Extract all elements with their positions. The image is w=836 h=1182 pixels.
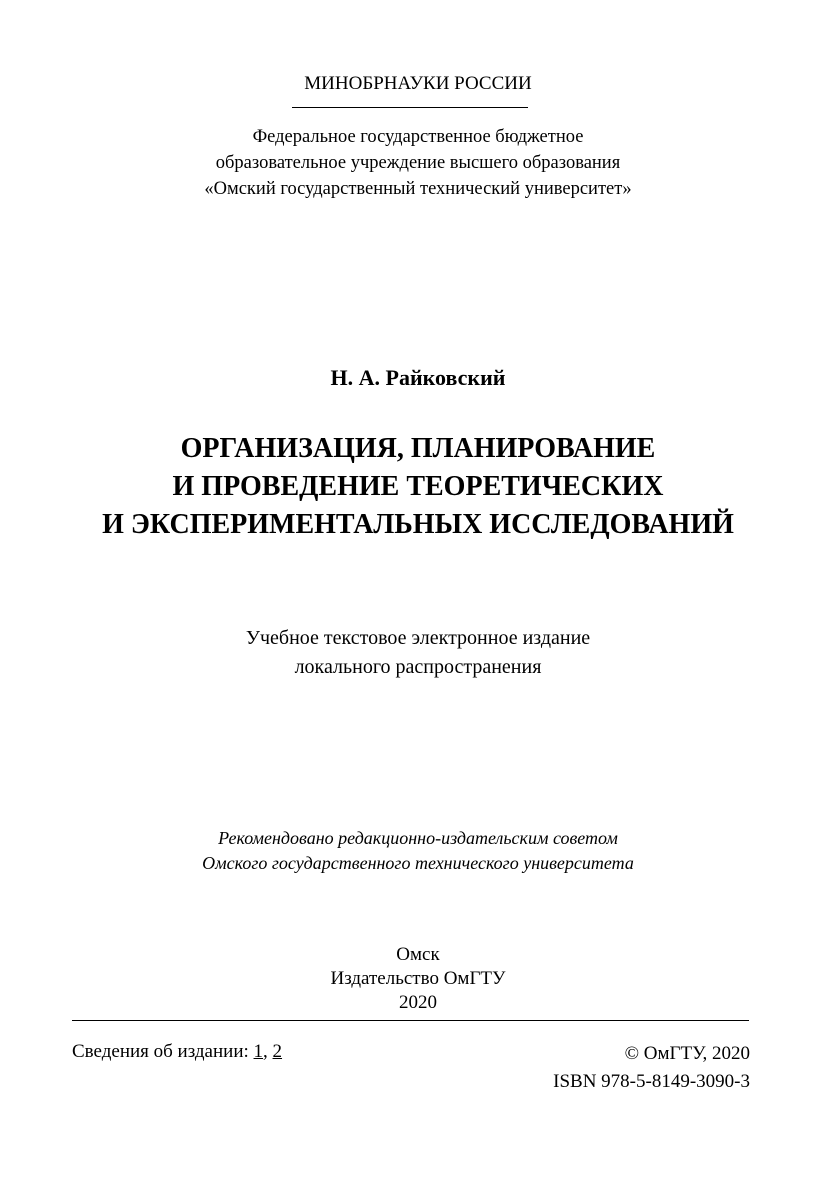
copyright-text: © ОмГТУ, 2020 <box>624 1043 750 1064</box>
footer-divider <box>72 1020 749 1021</box>
recommendation-line: Омского государственного технического университета <box>202 853 634 873</box>
edition-info-separator: , <box>263 1041 268 1062</box>
institution-line: образовательное учреждение высшего образования <box>215 153 621 173</box>
institution-line: Федеральное государственное бюджетное <box>252 127 584 147</box>
publisher-name: Издательство ОмГТУ <box>330 968 506 989</box>
edition-line: локального распространения <box>294 656 542 678</box>
title-line: И ПРОВЕДЕНИЕ ТЕОРЕТИЧЕСКИХ <box>172 471 664 502</box>
recommendation-note <box>0 826 836 876</box>
edition-type <box>0 624 836 682</box>
author-text: Н. А. Райковский <box>330 365 506 390</box>
copyright-block <box>553 1040 750 1096</box>
edition-info-link-2[interactable]: 2 <box>272 1041 283 1062</box>
institution-line: «Омский государственный технический университет» <box>204 179 632 199</box>
ministry-divider <box>292 107 528 108</box>
title-line: И ЭКСПЕРИМЕНТАЛЬНЫХ ИССЛЕДОВАНИЙ <box>102 509 734 540</box>
recommendation-line: Рекомендовано редакционно-издательским советом <box>218 828 618 848</box>
edition-info-label: Сведения об издании: <box>72 1041 249 1062</box>
ministry-name <box>0 73 836 95</box>
author-name <box>0 365 836 391</box>
institution-block <box>0 124 836 202</box>
book-title <box>0 430 836 544</box>
edition-info-link-1[interactable]: 1 <box>253 1041 264 1062</box>
publisher-block <box>0 943 836 1015</box>
title-line: ОРГАНИЗАЦИЯ, ПЛАНИРОВАНИЕ <box>180 433 656 464</box>
publisher-city: Омск <box>396 944 440 965</box>
edition-info <box>72 1040 282 1064</box>
publisher-year: 2020 <box>399 992 437 1013</box>
edition-line: Учебное текстовое электронное издание <box>245 627 591 649</box>
ministry-text: МИНОБРНАУКИ РОССИИ <box>304 73 532 94</box>
isbn-text: ISBN 978-5-8149-3090-3 <box>553 1071 750 1092</box>
